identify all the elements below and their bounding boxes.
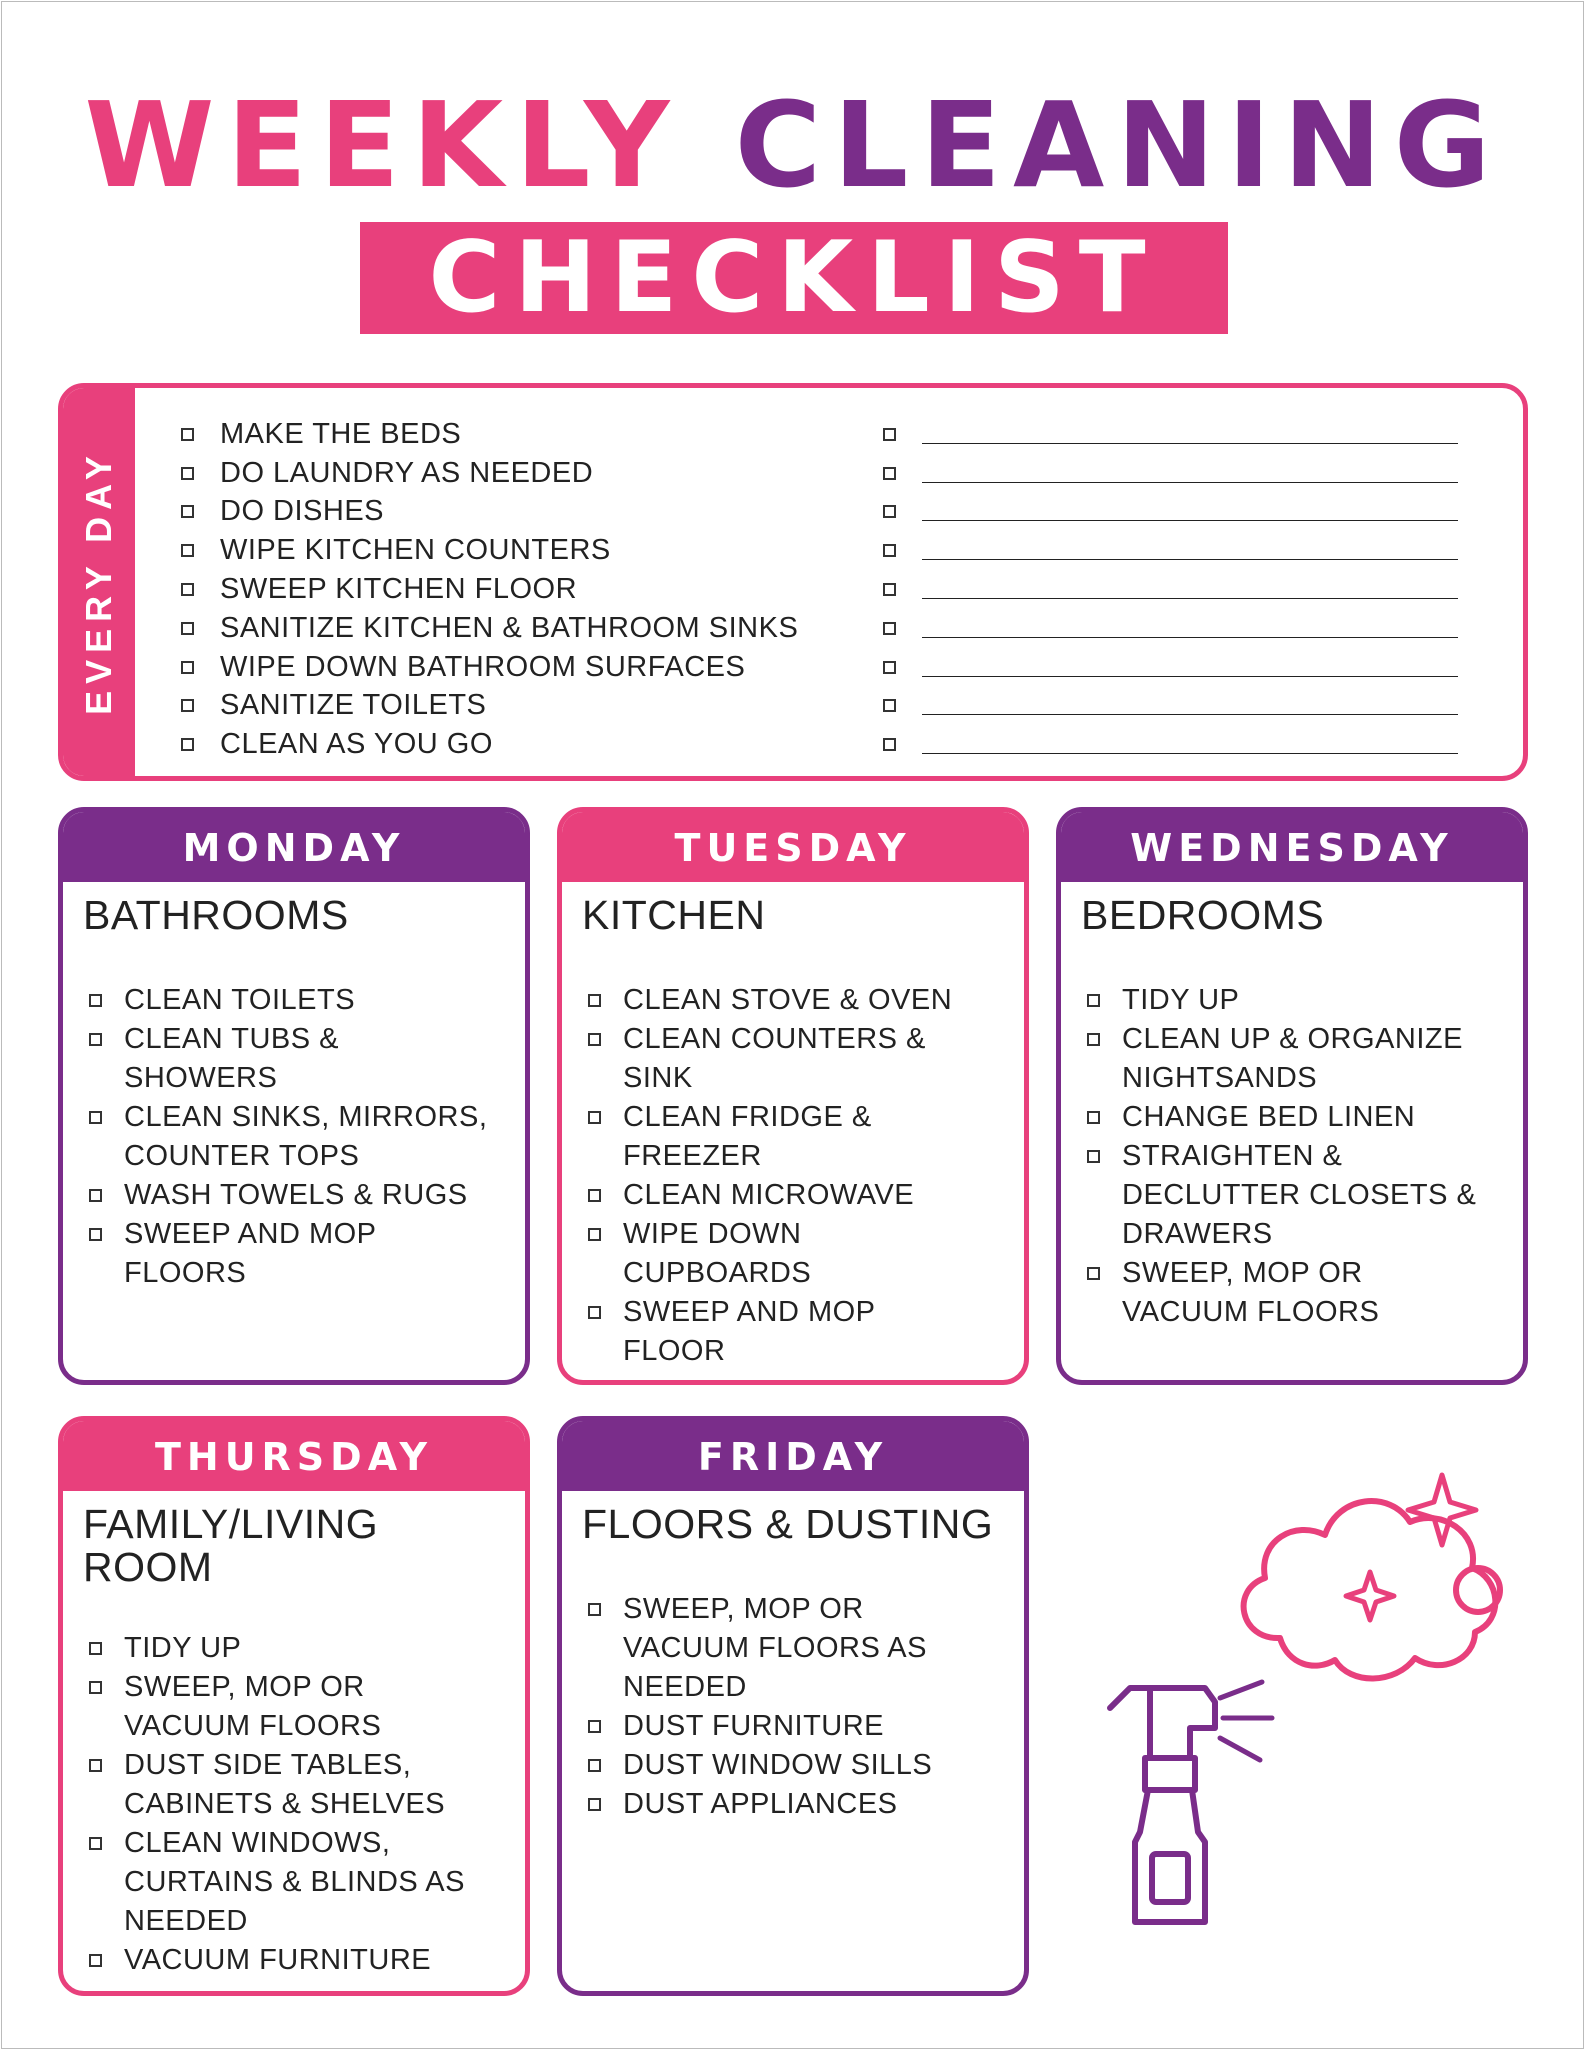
task-label: CLEAN MICROWAVE xyxy=(623,1179,915,1212)
write-in-line[interactable] xyxy=(922,637,1458,638)
checkbox[interactable] xyxy=(89,1954,102,1967)
task-label: TIDY UP xyxy=(1122,984,1240,1017)
checkbox[interactable] xyxy=(588,1306,601,1319)
list-item[interactable] xyxy=(173,415,798,454)
list-item[interactable] xyxy=(83,1215,525,1293)
checkbox[interactable] xyxy=(181,544,194,557)
list-item[interactable] xyxy=(83,1746,525,1824)
day-header-friday: FRIDAY xyxy=(562,1421,1024,1491)
title-band-checklist: CHECKLIST xyxy=(360,222,1228,334)
checkbox[interactable] xyxy=(883,622,896,635)
checkbox[interactable] xyxy=(89,1681,102,1694)
checkbox[interactable] xyxy=(89,1642,102,1655)
task-label: WIPE DOWN BATHROOM SURFACES xyxy=(220,650,746,683)
list-item[interactable] xyxy=(1081,1137,1523,1254)
checkbox[interactable] xyxy=(883,738,896,751)
task-label: CHANGE BED LINEN xyxy=(1122,1101,1416,1134)
area-title: BATHROOMS xyxy=(83,892,349,938)
task-label: SWEEP AND MOP FLOOR xyxy=(623,1296,875,1368)
area-title: BEDROOMS xyxy=(1081,892,1325,938)
list-item[interactable] xyxy=(83,1629,525,1668)
list-item[interactable] xyxy=(173,687,798,726)
task-list xyxy=(562,981,1024,1371)
every-day-task-list xyxy=(173,415,798,764)
blank-item[interactable] xyxy=(875,609,1458,648)
task-label: SWEEP AND MOP FLOORS xyxy=(124,1218,376,1290)
checkbox[interactable] xyxy=(181,428,194,441)
task-label: WIPE KITCHEN COUNTERS xyxy=(220,534,611,567)
task-label: CLEAN COUNTERS & SINK xyxy=(623,1023,926,1095)
checkbox[interactable] xyxy=(1087,1267,1100,1280)
checkbox[interactable] xyxy=(181,699,194,712)
task-label: CLEAN TOILETS xyxy=(124,984,356,1017)
task-label: MAKE THE BEDS xyxy=(220,417,462,450)
page-title xyxy=(0,76,1587,214)
list-item[interactable] xyxy=(1081,1098,1523,1137)
task-label: CLEAN WINDOWS, CURTAINS & BLINDS AS NEEDED xyxy=(124,1827,465,1938)
list-item[interactable] xyxy=(173,570,798,609)
checkbox[interactable] xyxy=(883,505,896,518)
day-header-thursday: THURSDAY xyxy=(63,1421,525,1491)
checkbox[interactable] xyxy=(588,1111,601,1124)
list-item[interactable] xyxy=(1081,981,1523,1020)
checkbox[interactable] xyxy=(883,428,896,441)
tuesday-card xyxy=(557,807,1029,1385)
checkbox[interactable] xyxy=(588,1228,601,1241)
list-item[interactable] xyxy=(1081,1020,1523,1098)
blank-item[interactable] xyxy=(875,454,1458,493)
list-item[interactable] xyxy=(1081,1254,1523,1332)
every-day-blank-list xyxy=(875,415,1458,764)
task-list xyxy=(1061,981,1523,1332)
task-label: CLEAN FRIDGE & FREEZER xyxy=(623,1101,872,1173)
checkbox[interactable] xyxy=(588,1759,601,1772)
task-label: SWEEP, MOP OR VACUUM FLOORS xyxy=(124,1671,382,1743)
friday-card xyxy=(557,1416,1029,1996)
checkbox[interactable] xyxy=(89,1759,102,1772)
blank-item[interactable] xyxy=(875,687,1458,726)
checkbox[interactable] xyxy=(181,583,194,596)
checkbox[interactable] xyxy=(89,1228,102,1241)
checkbox[interactable] xyxy=(588,1720,601,1733)
wednesday-card xyxy=(1056,807,1528,1385)
spray-lines xyxy=(1220,1682,1272,1760)
checkbox[interactable] xyxy=(181,467,194,480)
checkbox[interactable] xyxy=(588,1603,601,1616)
task-label: DO LAUNDRY AS NEEDED xyxy=(220,456,594,489)
task-label: WASH TOWELS & RUGS xyxy=(124,1179,468,1212)
task-label: TIDY UP xyxy=(124,1632,242,1665)
task-label: CLEAN SINKS, MIRRORS, COUNTER TOPS xyxy=(124,1101,488,1173)
checkbox[interactable] xyxy=(181,661,194,674)
task-label: STRAIGHTEN & DECLUTTER CLOSETS & DRAWERS xyxy=(1122,1140,1477,1251)
list-item[interactable] xyxy=(582,1707,1024,1746)
list-item[interactable] xyxy=(83,1176,525,1215)
monday-card xyxy=(58,807,530,1385)
list-item[interactable] xyxy=(83,1098,525,1176)
checkbox[interactable] xyxy=(181,738,194,751)
spray-bottle-illustration xyxy=(1090,1460,1530,1940)
cloud-icon xyxy=(1244,1501,1500,1678)
task-list xyxy=(63,981,525,1293)
checkbox[interactable] xyxy=(1087,1150,1100,1163)
task-label: DO DISHES xyxy=(220,495,385,528)
list-item[interactable] xyxy=(582,1293,1024,1371)
title-word-cleaning: CLEANING xyxy=(734,76,1503,214)
list-item[interactable] xyxy=(83,1941,525,1980)
list-item[interactable] xyxy=(173,725,798,764)
write-in-line[interactable] xyxy=(922,482,1458,483)
task-label: WIPE DOWN CUPBOARDS xyxy=(623,1218,812,1290)
task-label: CLEAN TUBS & SHOWERS xyxy=(124,1023,339,1095)
write-in-line[interactable] xyxy=(922,676,1458,677)
checkbox[interactable] xyxy=(89,1837,102,1850)
task-label: SWEEP KITCHEN FLOOR xyxy=(220,573,578,606)
list-item[interactable] xyxy=(83,981,525,1020)
list-item[interactable] xyxy=(582,1785,1024,1824)
task-label: DUST SIDE TABLES, CABINETS & SHELVES xyxy=(124,1749,446,1821)
thursday-card xyxy=(58,1416,530,1996)
checkbox[interactable] xyxy=(89,994,102,1007)
list-item[interactable] xyxy=(582,1020,1024,1098)
checkbox[interactable] xyxy=(181,505,194,518)
task-label: DUST APPLIANCES xyxy=(623,1788,898,1821)
blank-item[interactable] xyxy=(875,725,1458,764)
checkbox[interactable] xyxy=(89,1111,102,1124)
checkbox[interactable] xyxy=(883,467,896,480)
write-in-line[interactable] xyxy=(922,443,1458,444)
write-in-line[interactable] xyxy=(922,559,1458,560)
task-label: CLEAN STOVE & OVEN xyxy=(623,984,953,1017)
area-title: FLOORS & DUSTING xyxy=(582,1501,994,1547)
every-day-section xyxy=(58,383,1528,781)
checkbox[interactable] xyxy=(588,1033,601,1046)
area-title: FAMILY/LIVING ROOM xyxy=(83,1501,379,1591)
blank-item[interactable] xyxy=(875,415,1458,454)
checkbox[interactable] xyxy=(883,699,896,712)
list-item[interactable] xyxy=(173,648,798,687)
list-item[interactable] xyxy=(83,1668,525,1746)
checkbox[interactable] xyxy=(1087,1033,1100,1046)
task-label: CLEAN UP & ORGANIZE NIGHTSANDS xyxy=(1122,1023,1463,1095)
list-item[interactable] xyxy=(173,531,798,570)
write-in-line[interactable] xyxy=(922,714,1458,715)
checkbox[interactable] xyxy=(1087,1111,1100,1124)
task-list xyxy=(562,1590,1024,1824)
area-title: KITCHEN xyxy=(582,892,766,938)
task-label: SANITIZE KITCHEN & BATHROOM SINKS xyxy=(220,611,799,644)
task-label: SANITIZE TOILETS xyxy=(220,689,487,722)
day-header-monday: MONDAY xyxy=(63,812,525,882)
checkbox[interactable] xyxy=(89,1189,102,1202)
blank-item[interactable] xyxy=(875,493,1458,532)
list-item[interactable] xyxy=(83,1020,525,1098)
title-word-weekly: WEEKLY xyxy=(84,76,682,214)
checkbox[interactable] xyxy=(89,1033,102,1046)
checkbox[interactable] xyxy=(588,994,601,1007)
list-item[interactable] xyxy=(582,1590,1024,1707)
task-label: SWEEP, MOP OR VACUUM FLOORS AS NEEDED xyxy=(623,1593,927,1704)
list-item[interactable] xyxy=(582,1176,1024,1215)
checkbox[interactable] xyxy=(181,622,194,635)
write-in-line[interactable] xyxy=(922,598,1458,599)
task-label: SWEEP, MOP OR VACUUM FLOORS xyxy=(1122,1257,1380,1329)
checkbox[interactable] xyxy=(588,1189,601,1202)
checkbox[interactable] xyxy=(883,661,896,674)
list-item[interactable] xyxy=(173,454,798,493)
every-day-tab xyxy=(63,388,135,776)
task-label: VACUUM FURNITURE xyxy=(124,1944,432,1977)
list-item[interactable] xyxy=(173,493,798,532)
task-label: DUST WINDOW SILLS xyxy=(623,1749,933,1782)
task-label: CLEAN AS YOU GO xyxy=(220,728,493,761)
blank-item[interactable] xyxy=(875,531,1458,570)
write-in-line[interactable] xyxy=(922,520,1458,521)
blank-item[interactable] xyxy=(875,570,1458,609)
every-day-label: EVERY DAY xyxy=(78,449,119,715)
list-item[interactable] xyxy=(582,1098,1024,1176)
blank-item[interactable] xyxy=(875,648,1458,687)
checkbox[interactable] xyxy=(883,544,896,557)
checkbox[interactable] xyxy=(883,583,896,596)
list-item[interactable] xyxy=(582,981,1024,1020)
task-label: DUST FURNITURE xyxy=(623,1710,885,1743)
list-item[interactable] xyxy=(582,1215,1024,1293)
checkbox[interactable] xyxy=(1087,994,1100,1007)
day-header-tuesday: TUESDAY xyxy=(562,812,1024,882)
day-header-wednesday: WEDNESDAY xyxy=(1061,812,1523,882)
list-item[interactable] xyxy=(83,1824,525,1941)
list-item[interactable] xyxy=(582,1746,1024,1785)
list-item[interactable] xyxy=(173,609,798,648)
write-in-line[interactable] xyxy=(922,753,1458,754)
checkbox[interactable] xyxy=(588,1798,601,1811)
task-list xyxy=(63,1629,525,1980)
spray-bottle-icon xyxy=(1110,1688,1215,1922)
